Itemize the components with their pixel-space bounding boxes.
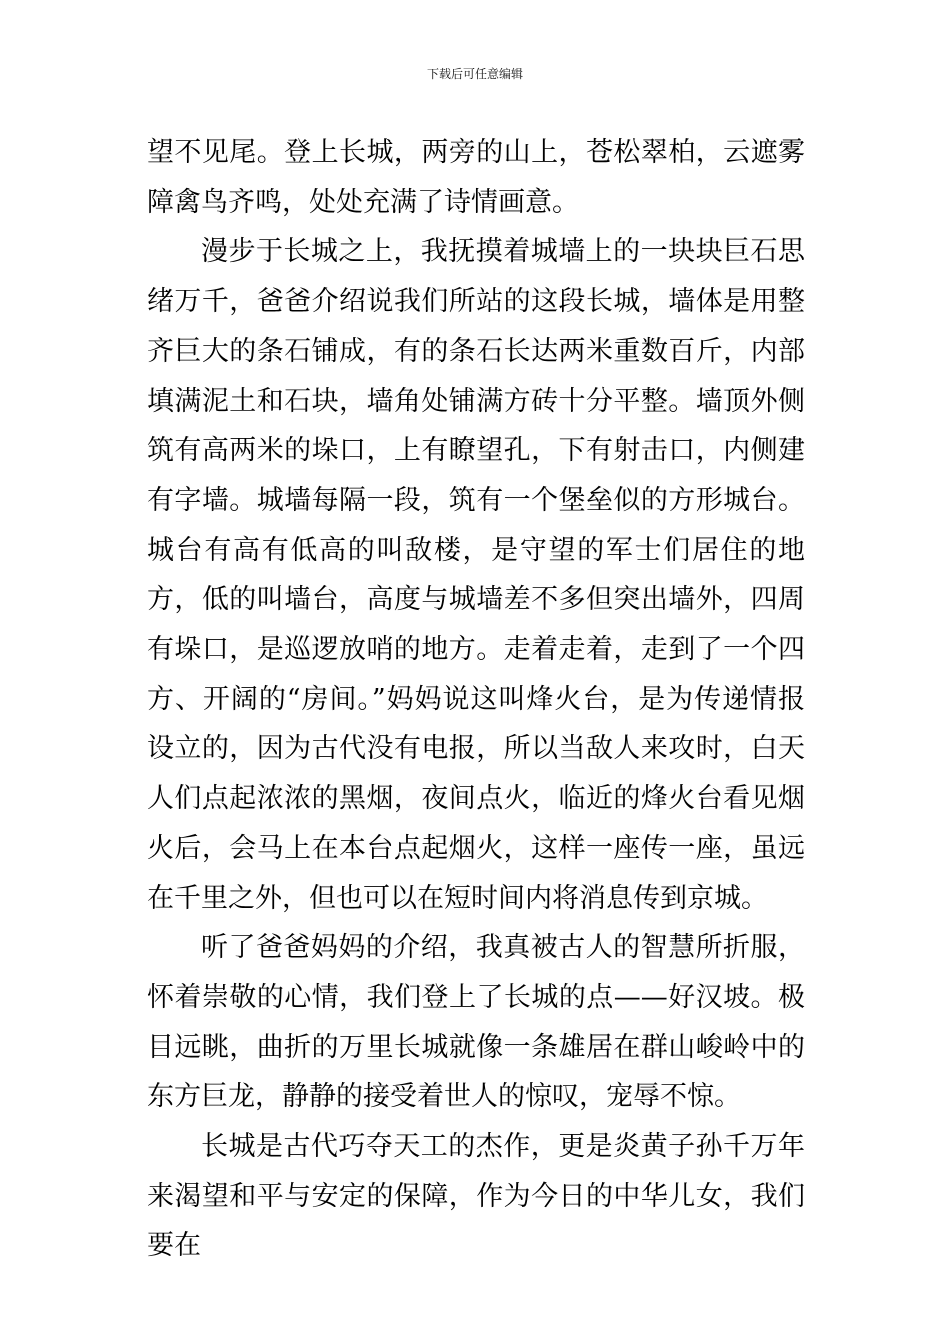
paragraph-3: 听了爸爸妈妈的介绍，我真被古人的智慧所折服，怀着崇敬的心情，我们登上了长城的点——好汉坡。极目远眺，曲折的万里长城就像一条雄居在群山峻岭中的东方巨龙，静静的接受着世人的惊叹，宠辱不惊。 <box>147 932 805 1113</box>
body-text <box>147 128 805 1271</box>
paragraph-1: 望不见尾。登上长城，两旁的山上，苍松翠柏，云遮雾障禽鸟齐鸣，处处充满了诗情画意。 <box>147 137 805 218</box>
page-header: 下载后可任意编辑 <box>426 67 523 81</box>
paragraph-2: 漫步于长城之上，我抚摸着城墙上的一块块巨石思绪万千，爸爸介绍说我们所站的这段长城，墙体是用整齐巨大的条石铺成，有的条石长达两米重数百斤，内部填满泥土和石块，墙角处铺满方砖十分平整。墙顶外侧筑有高两米的垛口，上有瞭望孔，下有射击口，内侧建有字墙。城墙每隔一段，筑有一个堡垒似的方形城台。城台有高有低高的叫敌楼，是守望的军士们居住的地方，低的叫墙台，高度与城墙差不多但突出墙外，四周有垛口，是巡逻放哨的地方。走着走着，走到了一个四方、开阔的“房间。”妈妈说这叫烽火台，是为传递情报设立的，因为古代没有电报，所以当敌人来攻时，白天人们点起浓浓的黑烟，夜间点火，临近的烽火台看见烟火后，会马上在本台点起烟火，这样一座传一座，虽远在千里之外，但也可以在短时间内将消息传到京城。 <box>147 236 805 914</box>
paragraph-4: 长城是古代巧夺天工的杰作，更是炎黄子孙千万年来渴望和平与安定的保障，作为今日的中华儿女，我们要在 <box>147 1131 805 1262</box>
